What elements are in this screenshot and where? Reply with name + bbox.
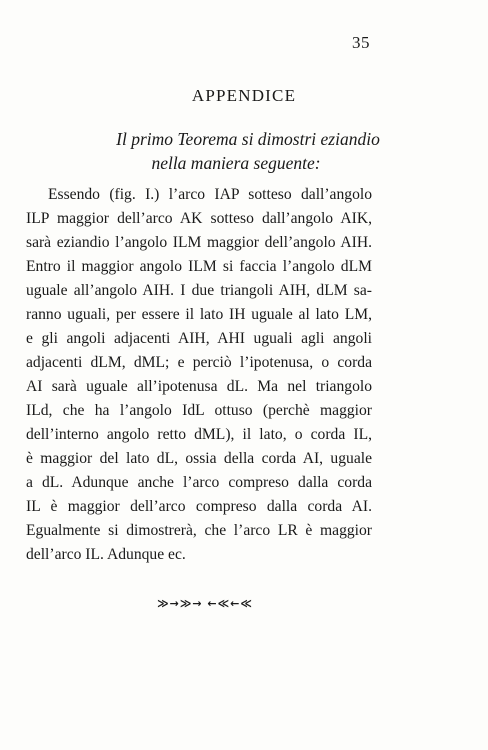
body-line: è maggior del lato dL, ossia della corda AI, uguale [26,450,372,467]
body-line: a dL. Adunque anche l’arco compreso dalla corda [26,474,372,491]
page-number: 35 [352,33,370,52]
body-line: Entro il maggior angolo ILM si faccia l’angolo dLM [26,258,372,275]
body-line: Egualmente si dimostrerà, che l’arco LR è maggior [26,522,372,539]
ornament-divider: ≫→≫→ ←≪←≪ [157,597,253,610]
body-line: ranno uguali, per essere il lato IH uguale al lato LM, [26,306,372,323]
body-line: AI sarà uguale all’ipotenusa dL. Ma nel triangolo [26,378,372,395]
body-line: sarà eziandio l’angolo ILM maggior dell’angolo AIH. [26,234,372,251]
body-line: e gli angoli adjacenti AIH, AHI uguali agli angoli [26,330,372,347]
body-line: ILP maggior dell’arco AK sotteso dall’angolo AIK, [26,210,372,227]
subtitle-line: Il primo Teorema si dimostri eziandio [116,129,380,149]
body-line: dell’interno angolo retto dML), il lato, o corda IL, [26,426,372,443]
body-line: Essendo (fig. I.) l’arco IAP sotteso dall’angolo [48,186,372,203]
body-line: adjacenti dLM, dML; e perciò l’ipotenusa, o corda [26,354,372,371]
body-line: ILd, che ha l’angolo IdL ottuso (perchè maggior [26,402,372,419]
subtitle-line: nella maniera seguente: [151,153,321,173]
body-line: dell’arco IL. Adunque ec. [26,546,186,563]
section-title: APPENDICE [191,86,297,105]
body-line: IL è maggior dell’arco compreso dalla corda AI. [26,498,372,515]
body-line: uguale all’angolo AIH. I due triangoli AIH, dLM sa- [26,282,372,299]
